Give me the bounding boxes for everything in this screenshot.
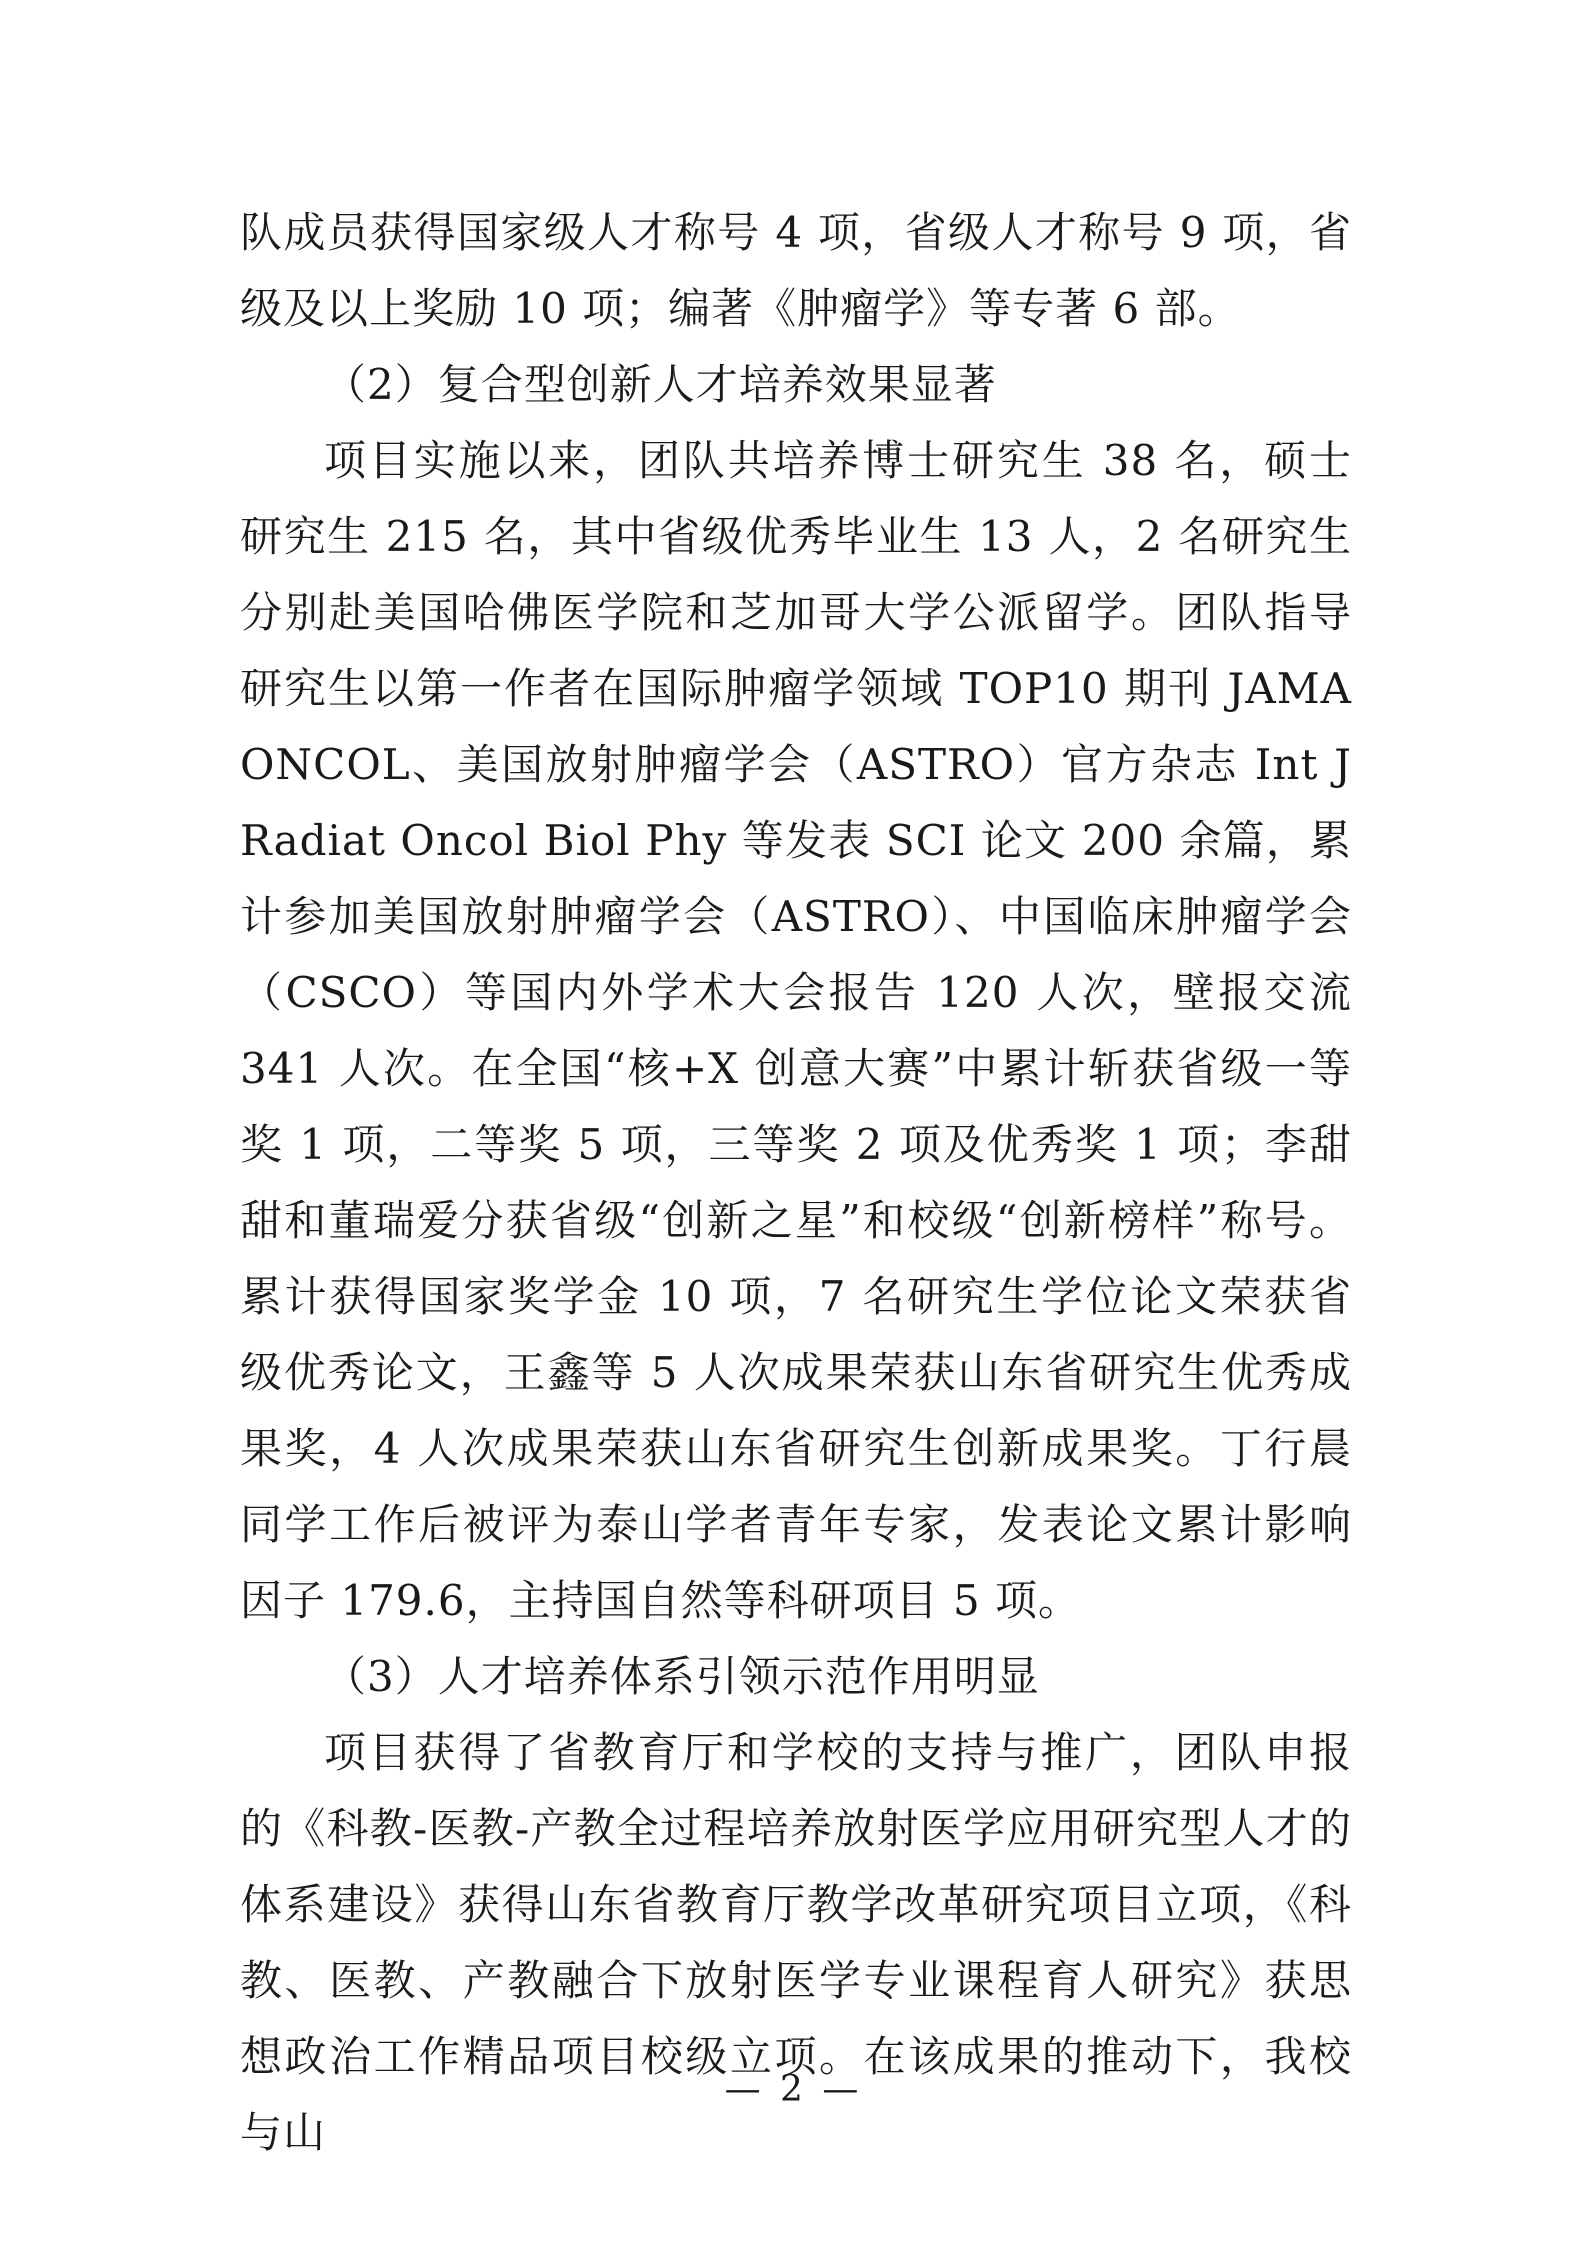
section-heading-2: （2）复合型创新人才培养效果显著 bbox=[324, 360, 997, 409]
document-body bbox=[240, 195, 1352, 2171]
section-heading-3: （3）人才培养体系引领示范作用明显 bbox=[324, 1652, 1040, 1701]
paragraph-demonstration: 项目获得了省教育厅和学校的支持与推广，团队申报的《科教-医教-产教全过程培养放射医学应用研究型人才的体系建设》获得山东省教育厅教学改革研究项目立项，《科教、医教、产教融合下放射医学专业课程育人研究》获思想政治工作精品项目校级立项。在该成果的推动下，我校与山 bbox=[240, 1728, 1352, 2157]
page-number: — 2 — bbox=[724, 2069, 863, 2110]
paragraph-talent-training: 项目实施以来，团队共培养博士研究生 38 名，硕士研究生 215 名，其中省级优秀毕业生 13 人，2 名研究生分别赴美国哈佛医学院和芝加哥大学公派留学。团队指导研究生以第一作者在国际肿瘤学领域 TOP10 期刊 JAMA ONCOL、美国放射肿瘤学会（ASTRO）官方杂志 Int J Radiat Oncol Biol Phy 等发表 SCI 论文 200 余篇，累计参加美国放射肿瘤学会（ASTRO）、中国临床肿瘤学会（CSCO）等国内外学术大会报告 120 人次，壁报交流 341 人次。在全国“核+X 创意大赛”中累计斩获省级一等奖 1 项，二等奖 5 项，三等奖 2 项及优秀奖 1 项；李甜甜和董瑞爱分获省级“创新之星”和校级“创新榜样”称号。累计获得国家奖学金 10 项，7 名研究生学位论文荣获省级优秀论文，王鑫等 5 人次成果荣获山东省研究生优秀成果奖，4 人次成果荣获山东省研究生创新成果奖。丁行晨同学工作后被评为泰山学者青年专家，发表论文累计影响因子 179.6，主持国自然等科研项目 5 项。 bbox=[240, 436, 1352, 1625]
paragraph-continuation: 队成员获得国家级人才称号 4 项，省级人才称号 9 项，省级及以上奖励 10 项；编著《肿瘤学》等专著 6 部。 bbox=[240, 208, 1352, 333]
